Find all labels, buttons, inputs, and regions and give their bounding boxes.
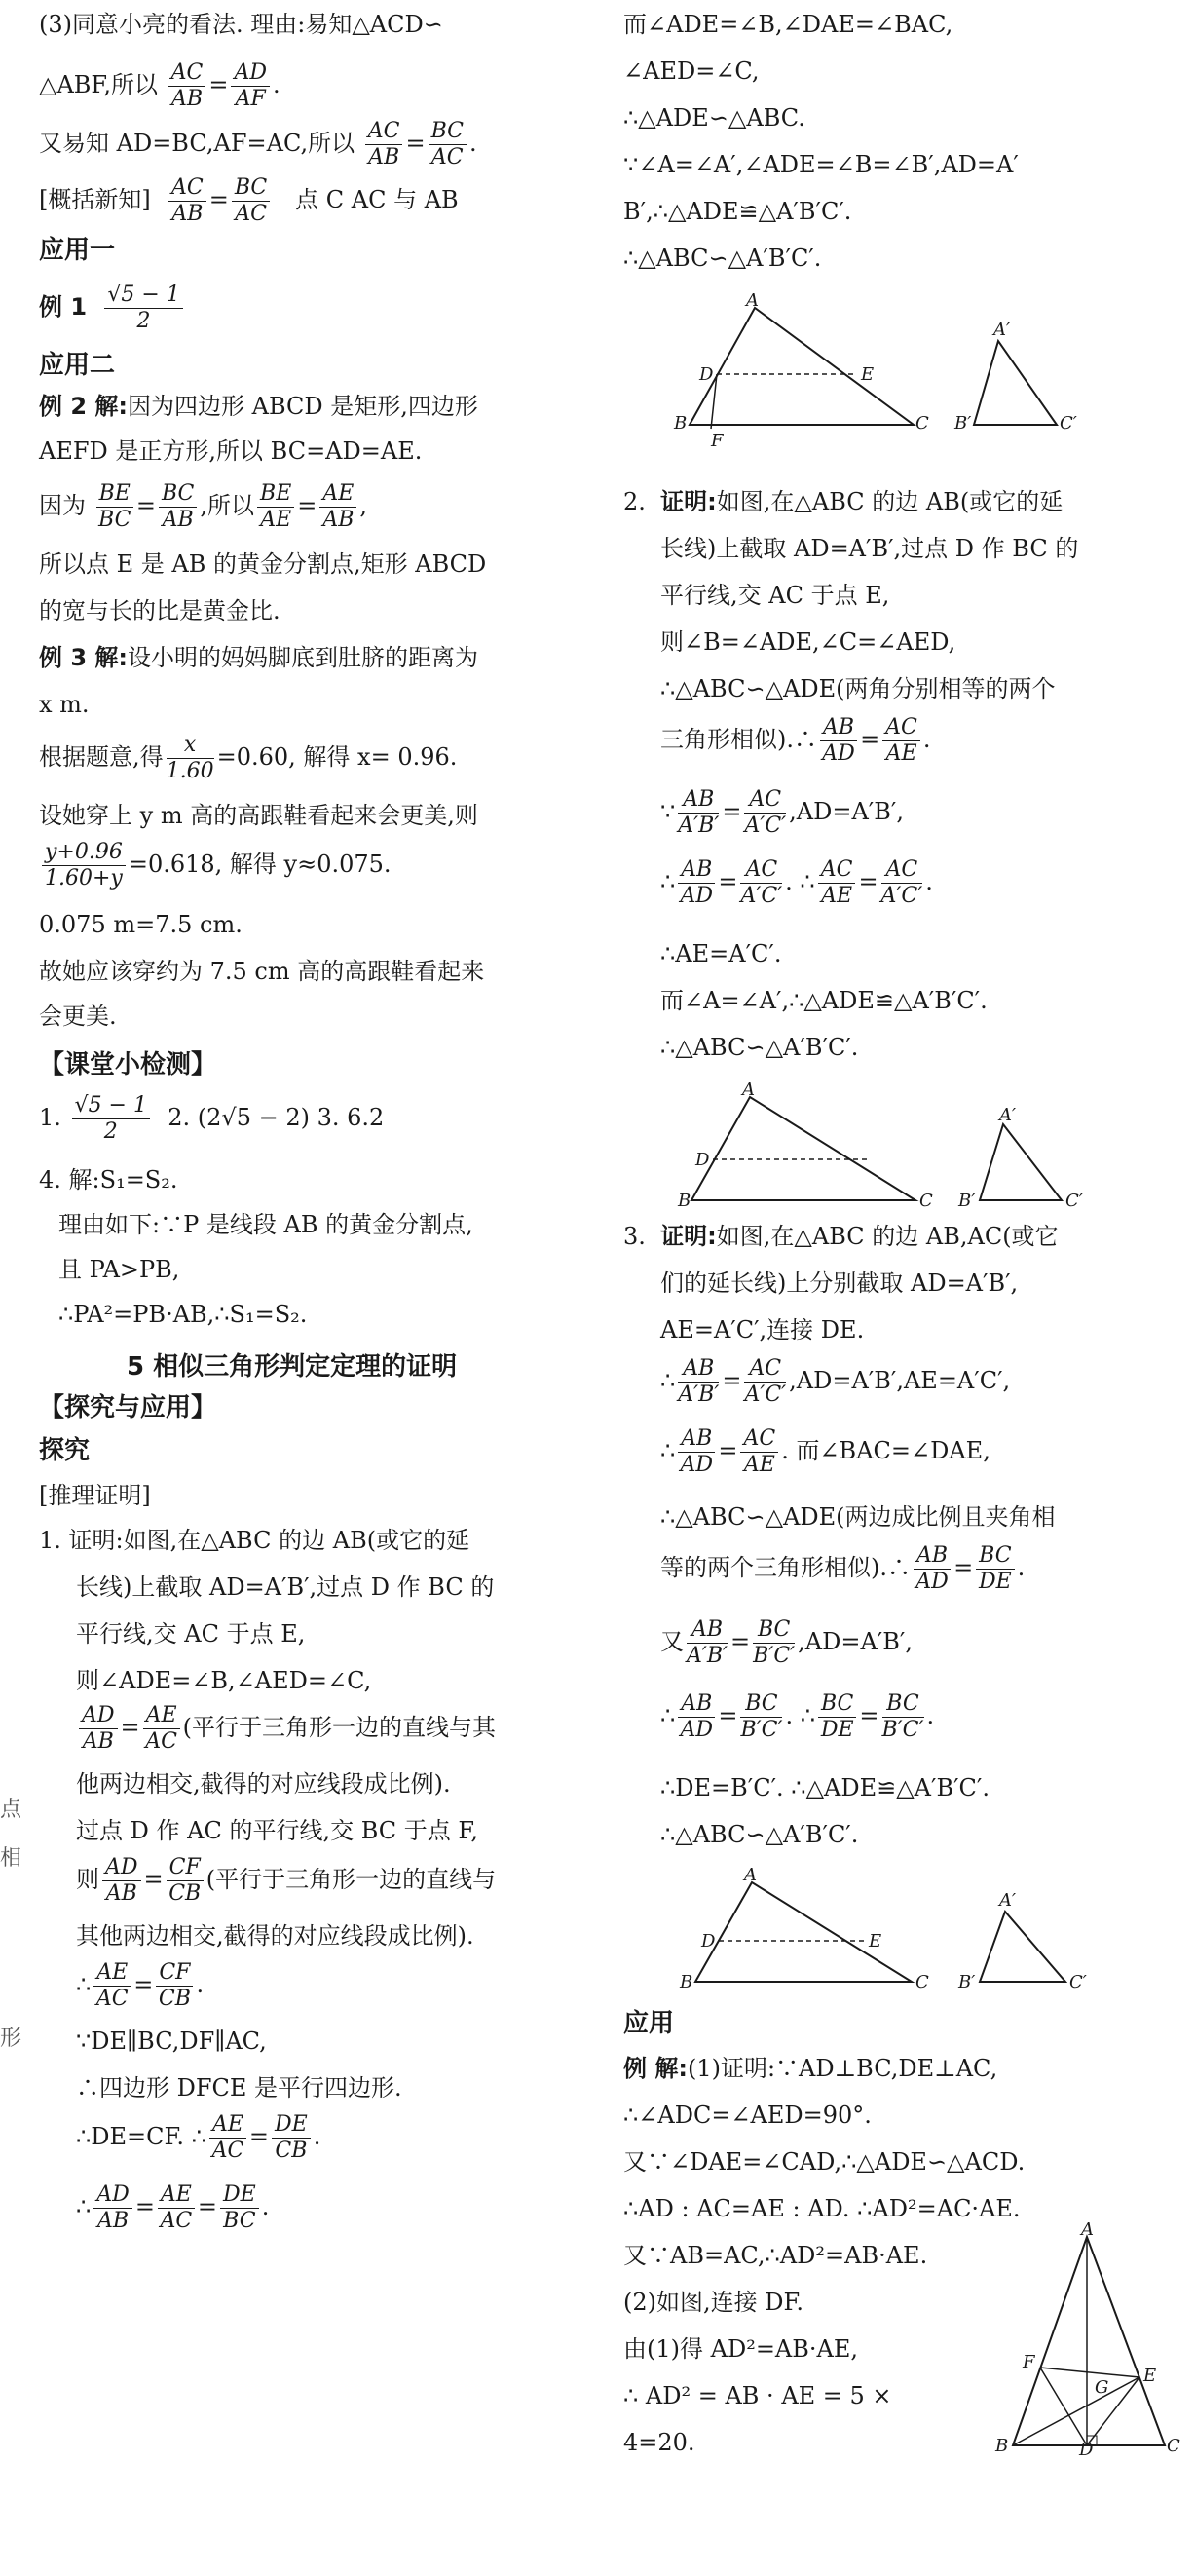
fraction: $\frac{AC}{AB}$ [365,119,403,170]
text-line: 理由如下:∵P 是线段 AB 的黄金分割点, [58,1211,473,1238]
text-line: 三角形相似).∴ $\frac{AB}{AD}$ = $\frac{AC}{AE}$ . [660,715,931,766]
text-line: 设她穿上 y m 高的高跟鞋看起来会更美,则 [39,802,478,829]
text-line: [概括新知] $\frac{AC}{AB}$ = $\frac{BC}{AC}$ 点 C AC 与 AB [39,175,459,226]
text-line: 则 $\frac{AD}{AB}$ = $\frac{CF}{CB}$ (平行于三角形一边的直线与 [76,1855,497,1906]
text-line: 而∠ADE=∠B,∠DAE=∠BAC, [623,11,953,38]
svg-text:C′: C′ [1065,1191,1083,1211]
text-line: ∴ $\frac{AB}{A'B'}$ = $\frac{AC}{A'C'}$ ,AD=A′B′,AE=A′C′, [660,1356,1011,1407]
svg-text:A′: A′ [999,1105,1017,1125]
text-line: 过点 D 作 AC 的平行线,交 BC 于点 F, [76,1817,478,1844]
text-line: 又∵∠DAE=∠CAD,∴△ADE∽△ACD. [623,2148,1026,2176]
text-line: ∵ $\frac{AB}{A'B'}$ = $\frac{AC}{A'C'}$ ,AD=A′B′, [660,787,904,838]
text-line: 所以点 E 是 AB 的黄金分割点,矩形 ABCD [39,550,487,578]
svg-text:D: D [699,364,714,385]
text-line: 则∠B=∠ADE,∠C=∠AED, [660,628,956,656]
text-line: △ABF,所以 $\frac{AC}{AB}$ = $\frac{AD}{AF}$ . [39,60,280,111]
svg-text:D: D [1079,2440,1094,2460]
text-line: 且 PA>PB, [58,1256,180,1283]
text-line: B′,∴△ADE≌△A′B′C′. [623,198,852,225]
svg-text:C: C [919,1191,933,1211]
text-line: ∴DE=B′C′. ∴△ADE≌△A′B′C′. [660,1774,990,1801]
text-line: 例 2 解:因为四边形 ABCD 是矩形,四边形 [39,393,478,420]
svg-text:A: A [742,1080,755,1100]
text-line: $\frac{AD}{AB}$ = $\frac{AE}{AC}$ (平行于三角形一边的直线与其 [76,1703,496,1755]
svg-text:A: A [1081,2219,1094,2240]
fraction: $\frac{AC}{AB}$ [168,60,206,112]
text-line: ∴PA²=PB·AB,∴S₁=S₂. [58,1301,308,1328]
triangle-figure-1 [662,290,1077,451]
text-line: 0.075 m=7.5 cm. [39,911,243,938]
heading: 应用 [623,2009,675,2038]
heading: 应用一 [39,236,116,265]
isosceles-triangle-figure [993,2219,1180,2460]
text-line: ∴AE=A′C′. [660,940,782,967]
fraction: $\frac{√5 - 1}{2}$ [104,283,182,334]
svg-text:G: G [1095,2377,1109,2398]
text-line: 平行线,交 AC 于点 E, [660,582,890,609]
text-line: 而∠A=∠A′,∴△ADE≌△A′B′C′. [660,987,988,1014]
text-line: 3. 证明:如图,在△ABC 的边 AB,AC(或它 [623,1223,1059,1250]
text-line: ∴△ABC∽△ADE(两角分别相等的两个 [660,675,1056,702]
text-line: 例 3 解:设小明的妈妈脚底到肚脐的距离为 [39,644,479,671]
text-line: ∴ $\frac{AB}{AD}$ = $\frac{AC}{A'C'}$ . ∴ $\frac{AC}{AE}$ = $\frac{AC}{A'C'}$ . [660,857,933,908]
text-line: (3)同意小亮的看法. 理由:易知△ACD∽ [39,11,443,38]
svg-text:D: D [701,1931,716,1951]
text-line: 又易知 AD=BC,AF=AC,所以 $\frac{AC}{AB}$ = $\frac{BC}{AC}$ . [39,119,477,170]
text-line: ∵DE∥BC,DF∥AC, [76,2027,267,2055]
text-line: ∠AED=∠C, [623,57,760,85]
text-line: x m. [39,691,90,718]
text-line: ∴ $\frac{AD}{AB}$ = $\frac{AE}{AC}$ = $\frac{DE}{BC}$ . [76,2182,270,2233]
text-line: 故她应该穿约为 7.5 cm 高的高跟鞋看起来 [39,958,485,985]
text-line: ∴ $\frac{AE}{AC}$ = $\frac{CF}{CB}$ . [76,1960,205,2011]
svg-text:E: E [861,364,875,385]
text-line: ∴△ABC∽△ADE(两边成比例且夹角相 [660,1503,1056,1531]
svg-text:C: C [915,1972,929,1992]
svg-text:E: E [1143,2366,1157,2386]
text-line: 平行线,交 AC 于点 E, [76,1620,306,1648]
heading: 应用二 [39,351,116,380]
svg-text:C: C [915,413,929,434]
text-line: ∴ AD² = AB · AE = 5 × [623,2382,892,2409]
text-line: ∴ $\frac{AB}{AD}$ = $\frac{AC}{AE}$ . 而∠BAC=∠DAE, [660,1426,990,1477]
svg-text:B: B [995,2436,1009,2456]
svg-text:B′: B′ [954,413,972,434]
triangle-figure-3 [682,1867,1091,1993]
svg-text:F: F [1023,2352,1035,2372]
text-line: 他两边相交,截得的对应线段成比例). [76,1770,451,1798]
svg-text:D: D [695,1150,710,1170]
svg-text:A: A [746,290,759,311]
text-line: ∴DE=CF. ∴ $\frac{AE}{AC}$ = $\frac{DE}{CB}$ . [76,2112,321,2163]
text-line: 1. 证明:如图,在△ABC 的边 AB(或它的延 [39,1527,470,1554]
fraction: $\frac{AC}{AB}$ [168,175,206,227]
text-line: 又∵AB=AC,∴AD²=AB·AE. [623,2242,928,2269]
text-line: ∴∠ADC=∠AED=90°. [623,2102,872,2129]
text-line: 们的延长线)上分别截取 AD=A′B′, [660,1269,1019,1297]
svg-text:F: F [711,431,724,451]
text-line: $\frac{y+0.96}{1.60+y}$ =0.618, 解得 y≈0.075. [39,840,392,891]
svg-text:B′: B′ [958,1191,976,1211]
text-line: 会更美. [39,1003,117,1030]
svg-text:C: C [1167,2436,1180,2456]
section-title: 5 相似三角形判定定理的证明 [127,1352,458,1382]
text-line: ∴△ABC∽△A′B′C′. [660,1034,859,1061]
text-line: [推理证明] [39,1482,151,1509]
text-line: ∵∠A=∠A′,∠ADE=∠B=∠B′,AD=A′ [623,151,1019,178]
text-line: 又 $\frac{AB}{A'B'}$ = $\frac{BC}{B'C'}$ ,AD=A′B′, [660,1617,913,1668]
svg-text:C′: C′ [1069,1972,1087,1992]
text-line: 则∠ADE=∠B,∠AED=∠C, [76,1667,372,1694]
text-line: 4. 解:S₁=S₂. [39,1166,178,1193]
heading: 【探究与应用】 [39,1393,217,1422]
text-line: 4=20. [623,2429,695,2456]
heading: 【课堂小检测】 [39,1050,217,1080]
text-line: 因为 $\frac{BE}{BC}$ = $\frac{BC}{AB}$ ,所以 $\frac{BE}{AE}$ = $\frac{AE}{AB}$ , [39,481,367,532]
text-line: 根据题意,得 $\frac{x}{1.60}$ =0.60, 解得 x= 0.96. [39,733,458,783]
svg-text:B: B [674,413,688,434]
text-line: ∴ $\frac{AB}{AD}$ = $\frac{BC}{B'C'}$ . ∴ $\frac{BC}{DE}$ = $\frac{BC}{B'C'}$ . [660,1691,935,1742]
svg-text:A′: A′ [993,320,1011,340]
svg-text:A: A [744,1865,757,1885]
text-line: 1. $\frac{√5 - 1}{2}$ 2. (2√5 − 2) 3. 6.2 [39,1093,385,1144]
svg-text:A′: A′ [999,1890,1017,1911]
triangle-figure-2 [678,1080,1091,1211]
text-line: ∴四边形 DFCE 是平行四边形. [76,2074,402,2102]
text-line: 等的两个三角形相似).∴ $\frac{AB}{AD}$ = $\frac{BC}{DE}$ . [660,1543,1026,1594]
svg-text:B: B [680,1972,693,1992]
fraction: $\frac{BC}{AC}$ [232,175,270,227]
text-line: 的宽与长的比是黄金比. [39,597,280,625]
text-line: 长线)上截取 AD=A′B′,过点 D 作 BC 的 [660,535,1079,562]
svg-text:B′: B′ [958,1972,976,1992]
text-line: ∴△ABC∽△A′B′C′. [623,245,822,272]
svg-text:C′: C′ [1060,413,1077,434]
margin-mark: 相 [0,1846,22,1871]
fraction: $\frac{BC}{AC}$ [429,119,467,170]
text-line: 由(1)得 AD²=AB·AE, [623,2335,859,2363]
text-line: 长线)上截取 AD=A′B′,过点 D 作 BC 的 [76,1573,495,1601]
svg-text:B: B [678,1191,691,1211]
text-line: ∴△ABC∽△A′B′C′. [660,1821,859,1848]
heading: 探究 [39,1436,91,1465]
svg-text:E: E [869,1931,882,1951]
text-line: 例 1 $\frac{√5 - 1}{2}$ [39,283,186,334]
fraction: $\frac{AD}{AF}$ [231,60,270,112]
text-line: ∴△ADE∽△ABC. [623,104,805,132]
text-line: ∴AD : AC=AE : AD. ∴AD²=AC·AE. [623,2195,1021,2222]
text-line: AEFD 是正方形,所以 BC=AD=AE. [39,437,423,465]
text-line: AE=A′C′,连接 DE. [660,1316,865,1344]
text-line: 2. 证明:如图,在△ABC 的边 AB(或它的延 [623,488,1064,515]
text-line: (2)如图,连接 DF. [623,2289,804,2316]
margin-mark: 形 [0,2027,22,2051]
margin-mark: 点 [0,1798,22,1822]
text-line: 其他两边相交,截得的对应线段成比例). [76,1922,474,1950]
text-line: 例 解:(1)证明:∵AD⊥BC,DE⊥AC, [623,2055,998,2082]
